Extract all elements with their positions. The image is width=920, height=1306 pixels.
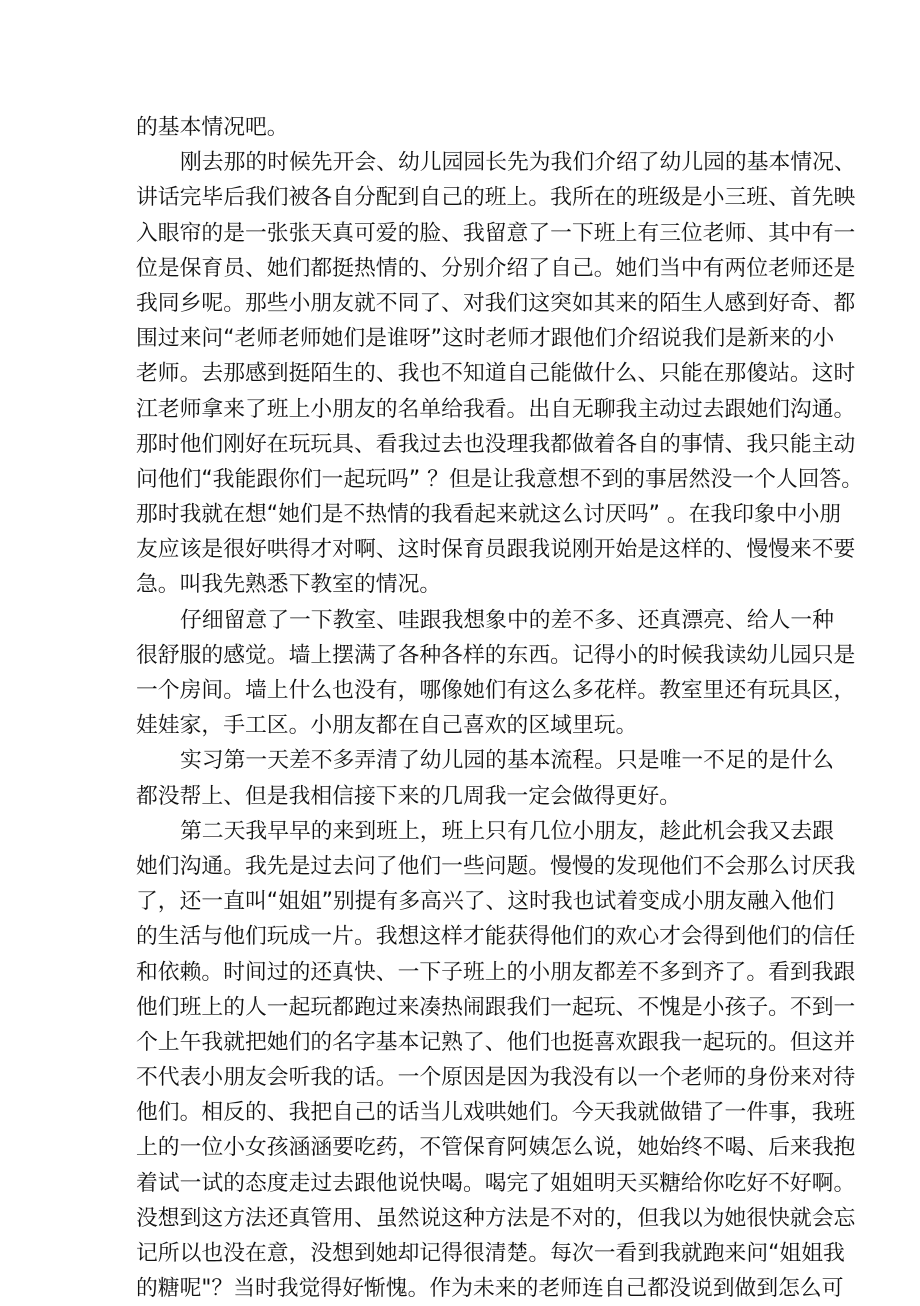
text-line-31: 着试一试的态度走过去跟他说快喝。喝完了姐姐明天买糖给你吃好不好啊。 xyxy=(136,1170,856,1196)
text-line-30: 上的一位小女孩涵涵要吃药，不管保育阿姨怎么说，她始终不喝、后来我抱 xyxy=(136,1135,856,1161)
text-line-24: 的生活与他们玩成一片。我想这样才能获得他们的欢心才会得到他们的信任 xyxy=(136,924,856,950)
text-line-13: 友应该是很好哄得才对啊、这时保育员跟我说刚开始是这样的、慢慢来不要 xyxy=(136,537,856,563)
text-line-29: 他们。相反的、我把自己的话当儿戏哄她们。今天我就做错了一件事，我班 xyxy=(136,1100,856,1126)
text-line-10: 那时他们刚好在玩玩具、看我过去也没理我都做着各自的事情、我只能主动 xyxy=(136,431,856,457)
text-line-20: 都没帮上、但是我相信接下来的几周我一定会做得更好。 xyxy=(136,783,681,809)
text-line-34: 的糖呢"？当时我觉得好惭愧。作为未来的老师连自己都没说到做到怎么可 xyxy=(136,1276,844,1302)
text-line-5: 位是保育员、她们都挺热情的、分别介绍了自己。她们当中有两位老师还是 xyxy=(136,255,856,281)
text-line-33: 记所以也没在意，没想到她却记得很清楚。每次一看到我就跑来问“姐姐我 xyxy=(136,1241,845,1266)
text-line-16: 很舒服的感觉。墙上摆满了各种各样的东西。记得小的时候我读幼儿园只是 xyxy=(136,642,856,668)
text-line-11: 问他们“我能跟你们一起玩吗” ？但是让我意想不到的事居然没一个人回答。 xyxy=(136,466,864,492)
text-line-28: 不代表小朋友会听我的话。一个原因是因为我没有以一个老师的身份来对待 xyxy=(136,1065,856,1091)
text-line-6: 我同乡呢。那些小朋友就不同了、对我们这突如其来的陌生人感到好奇、都 xyxy=(136,290,856,316)
text-line-23: 了，还一直叫“姐姐”别提有多高兴了、这时我也试着变成小朋友融入他们 xyxy=(136,889,835,915)
paragraph-1-line-1: 刚去那的时候先开会、幼儿园园长先为我们介绍了幼儿园的基本情况、 xyxy=(180,150,856,176)
text-line-3: 讲话完毕后我们被各自分配到自己的班上。我所在的班级是小三班、首先映 xyxy=(136,185,856,211)
text-line-27: 个上午我就把她们的名字基本记熟了、他们也挺喜欢跟我一起玩的。但这并 xyxy=(136,1029,856,1055)
text-line-22: 她们沟通。我先是过去问了他们一些问题。慢慢的发现他们不会那么讨厌我 xyxy=(136,853,856,879)
document-body xyxy=(136,110,864,1306)
text-line-8: 老师。去那感到挺陌生的、我也不知道自己能做什么、只能在那傻站。这时 xyxy=(136,361,856,387)
text-line-7: 围过来问“老师老师她们是谁呀”这时老师才跟他们介绍说我们是新来的小 xyxy=(136,326,835,352)
text-line-14: 急。叫我先熟悉下教室的情况。 xyxy=(136,572,442,598)
text-line-18: 娃娃家，手工区。小朋友都在自己喜欢的区域里玩。 xyxy=(136,713,638,739)
text-line-12: 那时我就在想“她们是不热情的我看起来就这么讨厌吗” 。在我印象中小朋 xyxy=(136,502,842,528)
text-line-26: 他们班上的人一起玩都跑过来凑热闹跟我们一起玩、不愧是小孩子。不到一 xyxy=(136,994,856,1020)
text-line-1: 的基本情况吧。 xyxy=(136,115,289,140)
text-line-25: 和依赖。时间过的还真快、一下子班上的小朋友都差不多到齐了。看到我跟 xyxy=(136,959,856,985)
paragraph-4-line-1: 第二天我早早的来到班上，班上只有几位小朋友，趁此机会我又去跟 xyxy=(180,818,834,844)
paragraph-2-line-1: 仔细留意了一下教室、哇跟我想象中的差不多、还真漂亮、给人一种 xyxy=(180,607,834,633)
text-line-4: 入眼帘的是一张张天真可爱的脸、我留意了一下班上有三位老师、其中有一 xyxy=(136,220,856,246)
text-line-9: 江老师拿来了班上小朋友的名单给我看。出自无聊我主动过去跟她们沟通。 xyxy=(136,396,856,422)
text-line-32: 没想到这方法还真管用、虽然说这种方法是不对的，但我以为她很快就会忘 xyxy=(136,1205,856,1231)
paragraph-3-line-1: 实习第一天差不多弄清了幼儿园的基本流程。只是唯一不足的是什么 xyxy=(180,748,834,774)
text-line-17: 一个房间。墙上什么也没有，哪像她们有这么多花样。教室里还有玩具区， xyxy=(136,678,856,703)
